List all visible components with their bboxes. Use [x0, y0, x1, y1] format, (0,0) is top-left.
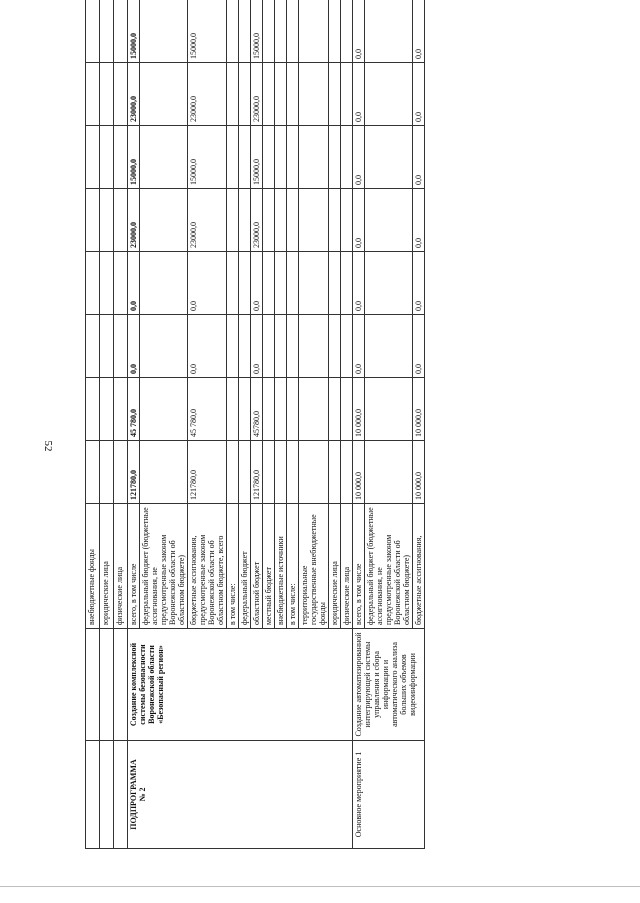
- value-cell: [227, 378, 239, 441]
- value-cell: [329, 126, 341, 189]
- value-cell: [341, 441, 353, 504]
- value-cell: [287, 378, 299, 441]
- value-cell: 0,0: [413, 315, 425, 378]
- value-cell: [329, 441, 341, 504]
- value-cell: [100, 63, 114, 126]
- value-cell: [275, 378, 287, 441]
- value-cell: [227, 252, 239, 315]
- source-label: бюджетные ассигнования,: [413, 504, 425, 629]
- value-cell: [140, 252, 188, 315]
- source-label: в том числе:: [287, 504, 299, 629]
- empty-cell: [100, 629, 114, 741]
- event-label: Основное мероприятие 1: [353, 741, 425, 849]
- value-cell: 10 000,0: [413, 441, 425, 504]
- value-cell: 15000,0: [128, 126, 140, 189]
- empty-cell: [100, 741, 114, 849]
- source-label: местный бюджет: [263, 504, 275, 629]
- source-label: областной бюджет: [251, 504, 263, 629]
- value-cell: [114, 252, 128, 315]
- value-cell: 121780,0: [128, 441, 140, 504]
- value-cell: [140, 0, 188, 63]
- value-cell: [365, 0, 413, 63]
- value-cell: [329, 189, 341, 252]
- empty-cell: [86, 629, 100, 741]
- value-cell: 15000,0: [251, 0, 263, 63]
- value-cell: [86, 378, 100, 441]
- value-cell: [263, 252, 275, 315]
- value-cell: [365, 252, 413, 315]
- value-cell: [239, 63, 251, 126]
- value-cell: 10 000,0: [353, 441, 365, 504]
- value-cell: 121780,0: [188, 441, 227, 504]
- value-cell: [100, 378, 114, 441]
- value-cell: [86, 315, 100, 378]
- value-cell: [365, 189, 413, 252]
- value-cell: 0,0: [353, 63, 365, 126]
- value-cell: [114, 63, 128, 126]
- value-cell: [86, 189, 100, 252]
- value-cell: [239, 441, 251, 504]
- value-cell: 23000,0: [251, 63, 263, 126]
- value-cell: [299, 378, 329, 441]
- value-cell: [227, 126, 239, 189]
- value-cell: [299, 126, 329, 189]
- value-cell: [275, 0, 287, 63]
- value-cell: 0,0: [353, 0, 365, 63]
- value-cell: [365, 315, 413, 378]
- value-cell: 15000,0: [188, 126, 227, 189]
- value-cell: [299, 63, 329, 126]
- value-cell: 0,0: [128, 252, 140, 315]
- value-cell: [227, 0, 239, 63]
- value-cell: [329, 252, 341, 315]
- table-row: [128, 0, 140, 849]
- page-bottom-edge: [0, 886, 640, 887]
- value-cell: [299, 252, 329, 315]
- value-cell: [299, 0, 329, 63]
- value-cell: [239, 189, 251, 252]
- value-cell: [365, 63, 413, 126]
- value-cell: 0,0: [413, 252, 425, 315]
- value-cell: 0,0: [353, 126, 365, 189]
- value-cell: [329, 0, 341, 63]
- value-cell: [100, 441, 114, 504]
- value-cell: [239, 0, 251, 63]
- value-cell: [86, 63, 100, 126]
- value-cell: [287, 63, 299, 126]
- value-cell: [239, 378, 251, 441]
- value-cell: 10 000,0: [413, 378, 425, 441]
- subprogram-label: ПОДПРОГРАММА № 2: [128, 741, 353, 849]
- value-cell: 23000,0: [188, 63, 227, 126]
- value-cell: [100, 252, 114, 315]
- value-cell: [227, 315, 239, 378]
- value-cell: 0,0: [188, 252, 227, 315]
- value-cell: 45780,0: [251, 378, 263, 441]
- value-cell: [100, 126, 114, 189]
- table-rotation-frame: [85, 33, 585, 849]
- value-cell: 10 000,0: [353, 378, 365, 441]
- source-label: бюджетные ассигнования, предусмотренные законом Воронежской области об областном бюджете, всего: [188, 504, 227, 629]
- value-cell: [299, 189, 329, 252]
- source-label: юридические лица: [329, 504, 341, 629]
- value-cell: [287, 189, 299, 252]
- value-cell: [227, 63, 239, 126]
- value-cell: [329, 315, 341, 378]
- value-cell: 23000,0: [251, 189, 263, 252]
- value-cell: [263, 378, 275, 441]
- value-cell: 15000,0: [188, 0, 227, 63]
- value-cell: [299, 441, 329, 504]
- value-cell: [86, 252, 100, 315]
- value-cell: 0,0: [128, 315, 140, 378]
- value-cell: [114, 189, 128, 252]
- value-cell: [263, 441, 275, 504]
- value-cell: [365, 126, 413, 189]
- value-cell: 121780,0: [251, 441, 263, 504]
- table-row: [114, 0, 128, 849]
- value-cell: [263, 0, 275, 63]
- value-cell: [287, 126, 299, 189]
- value-cell: [341, 315, 353, 378]
- subprogram-name: Создание комплексной системы безопасности Воронежской области «Безопасный регион»: [128, 629, 353, 741]
- value-cell: [275, 252, 287, 315]
- value-cell: [341, 189, 353, 252]
- value-cell: 0,0: [251, 252, 263, 315]
- value-cell: [114, 441, 128, 504]
- value-cell: [365, 378, 413, 441]
- source-label: физические лица: [341, 504, 353, 629]
- value-cell: [341, 0, 353, 63]
- value-cell: [365, 441, 413, 504]
- value-cell: [263, 189, 275, 252]
- value-cell: 45 780,0: [188, 378, 227, 441]
- value-cell: [263, 315, 275, 378]
- value-cell: [140, 189, 188, 252]
- value-cell: [114, 126, 128, 189]
- source-label: федеральный бюджет: [239, 504, 251, 629]
- value-cell: [263, 63, 275, 126]
- value-cell: [239, 315, 251, 378]
- table-row: [86, 0, 100, 849]
- table-row: [353, 0, 365, 849]
- value-cell: [86, 0, 100, 63]
- source-label: федеральный бюджет (бюджетные ассигнования, не предусмотренные законом Воронежской области об областном бюджете): [140, 504, 188, 629]
- value-cell: 0,0: [188, 315, 227, 378]
- value-cell: [275, 189, 287, 252]
- value-cell: [275, 441, 287, 504]
- table-body: [86, 0, 425, 849]
- value-cell: 23000,0: [128, 63, 140, 126]
- value-cell: [227, 441, 239, 504]
- source-label: всего, в том числе: [128, 504, 140, 629]
- value-cell: [100, 0, 114, 63]
- value-cell: [329, 63, 341, 126]
- value-cell: 0,0: [413, 0, 425, 63]
- empty-cell: [114, 629, 128, 741]
- value-cell: 0,0: [353, 252, 365, 315]
- value-cell: [275, 126, 287, 189]
- value-cell: 23000,0: [188, 189, 227, 252]
- value-cell: 0,0: [353, 315, 365, 378]
- source-label: внебюджетные фонды: [86, 504, 100, 629]
- value-cell: [341, 378, 353, 441]
- value-cell: [287, 0, 299, 63]
- value-cell: [341, 252, 353, 315]
- value-cell: [287, 441, 299, 504]
- event-name: Создание автоматизированной интегрирующей системы управления и сбора информации и автоматического анализа больших объемов видеоинформации: [353, 629, 425, 741]
- value-cell: 0,0: [413, 63, 425, 126]
- value-cell: [239, 252, 251, 315]
- value-cell: [227, 189, 239, 252]
- value-cell: [341, 63, 353, 126]
- value-cell: [239, 126, 251, 189]
- value-cell: [329, 378, 341, 441]
- value-cell: [140, 63, 188, 126]
- budget-table: [85, 0, 425, 849]
- empty-cell: [86, 741, 100, 849]
- value-cell: [275, 63, 287, 126]
- value-cell: 15000,0: [128, 0, 140, 63]
- value-cell: [114, 0, 128, 63]
- value-cell: 0,0: [251, 315, 263, 378]
- value-cell: [299, 315, 329, 378]
- source-label: внебюджетные источники: [275, 504, 287, 629]
- value-cell: [275, 315, 287, 378]
- value-cell: 0,0: [413, 189, 425, 252]
- value-cell: [140, 315, 188, 378]
- source-label: территориальные государственные внебюджетные фонды: [299, 504, 329, 629]
- value-cell: [100, 189, 114, 252]
- value-cell: [114, 378, 128, 441]
- source-label: в том числе:: [227, 504, 239, 629]
- value-cell: 0,0: [353, 189, 365, 252]
- value-cell: [86, 126, 100, 189]
- page-number: 52: [42, 440, 54, 452]
- empty-cell: [114, 741, 128, 849]
- source-label: юридические лица: [100, 504, 114, 629]
- table-row: [100, 0, 114, 849]
- value-cell: [86, 441, 100, 504]
- source-label: физические лица: [114, 504, 128, 629]
- value-cell: 15000,0: [251, 126, 263, 189]
- value-cell: 45 780,0: [128, 378, 140, 441]
- value-cell: [140, 378, 188, 441]
- source-label: всего, в том числе: [353, 504, 365, 629]
- value-cell: [341, 126, 353, 189]
- value-cell: [140, 126, 188, 189]
- rotated-table-container: [85, 33, 585, 849]
- value-cell: 0,0: [413, 126, 425, 189]
- value-cell: [263, 126, 275, 189]
- value-cell: [100, 315, 114, 378]
- value-cell: [140, 441, 188, 504]
- value-cell: [287, 315, 299, 378]
- value-cell: [114, 315, 128, 378]
- value-cell: [287, 252, 299, 315]
- source-label: федеральный бюджет (бюджетные ассигнования, не предусмотренные законом Воронежской области об областном бюджете): [365, 504, 413, 629]
- value-cell: 23000,0: [128, 189, 140, 252]
